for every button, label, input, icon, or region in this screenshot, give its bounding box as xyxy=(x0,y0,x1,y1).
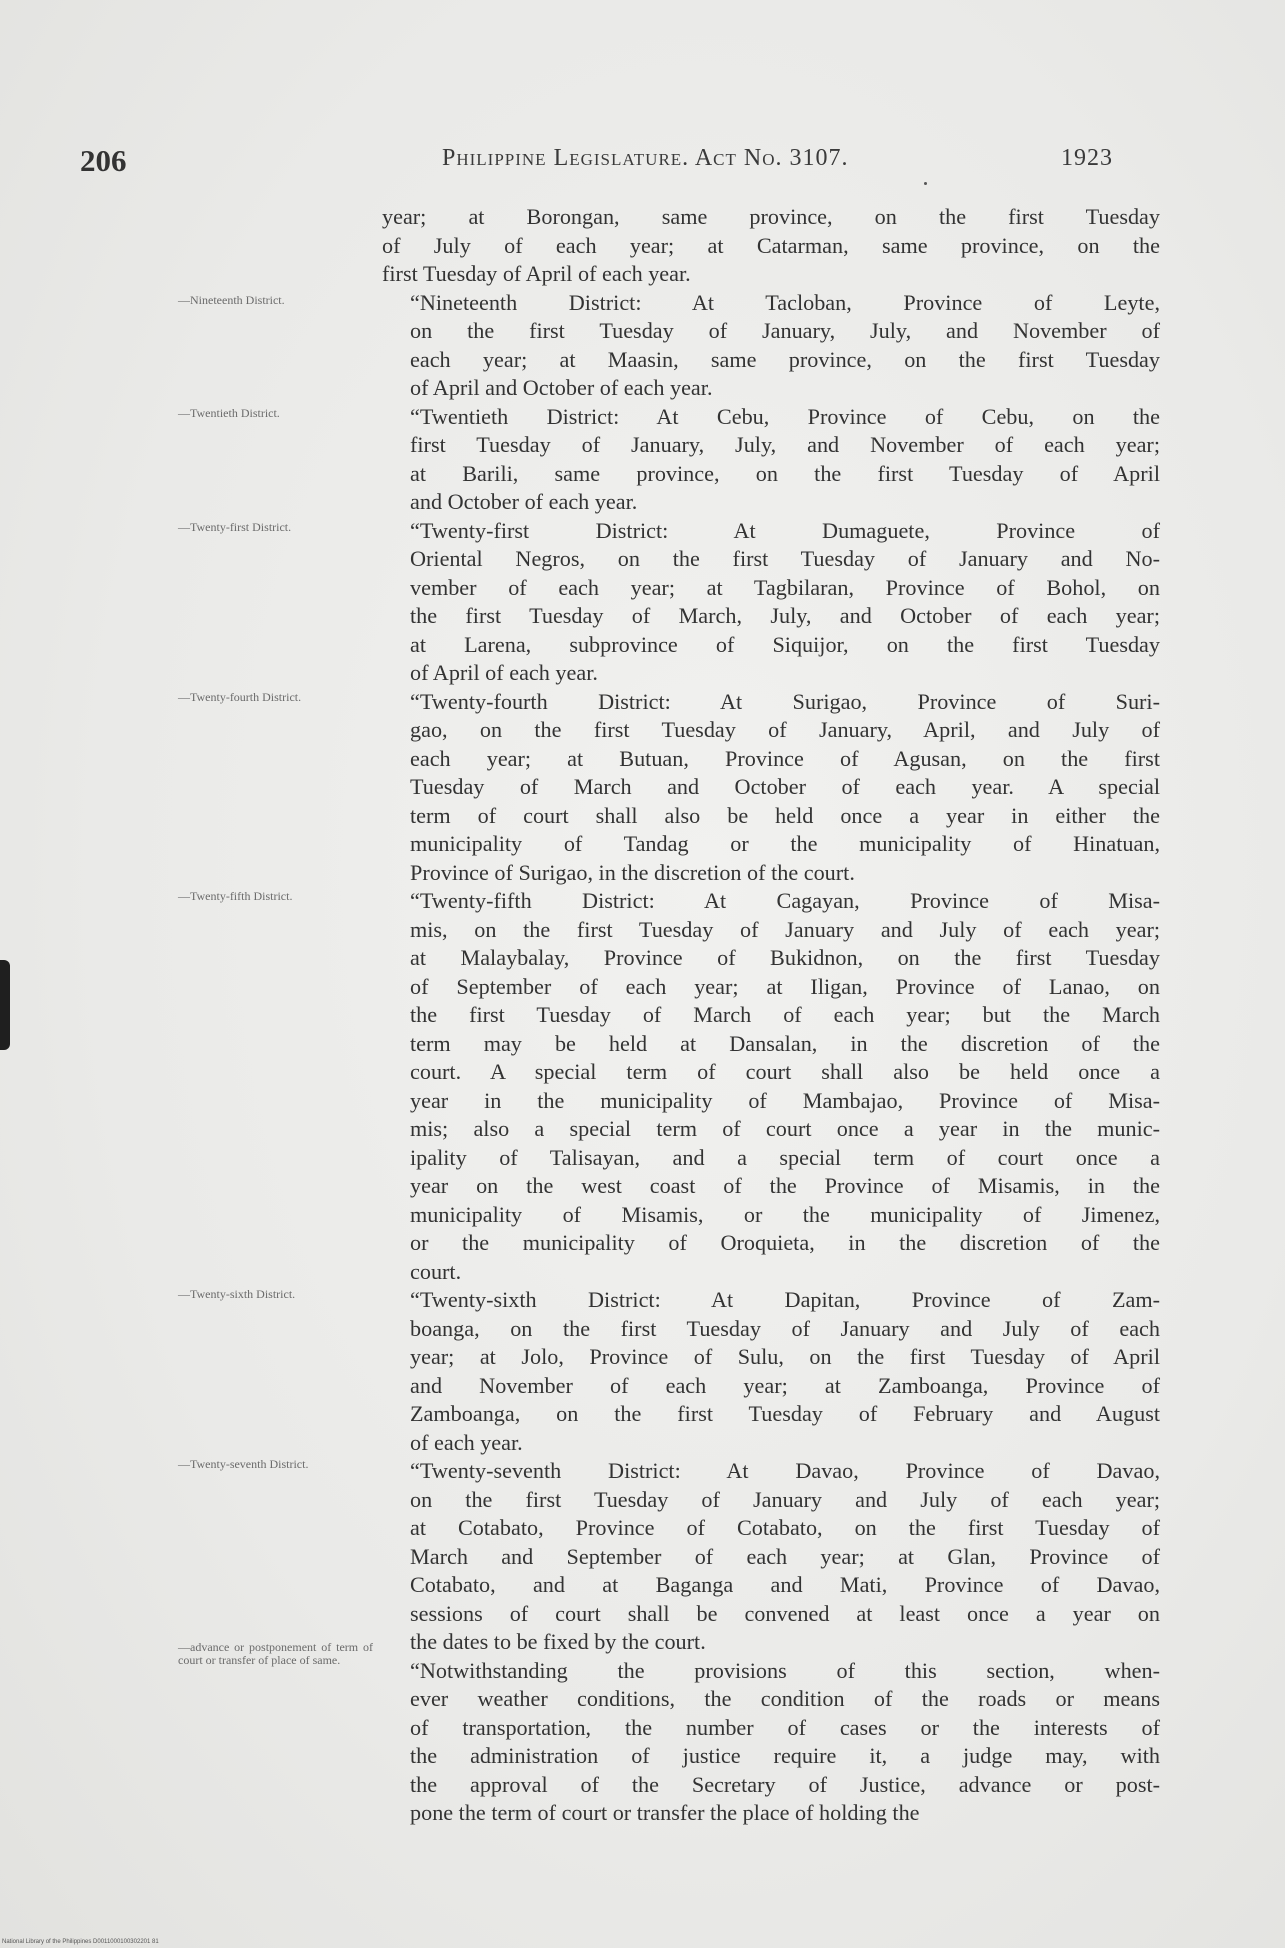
paragraph-twenty-sixth-district xyxy=(382,1286,1160,1457)
text-line: of September of each year; at Iligan, Province of Lanao, on xyxy=(410,973,1160,999)
text-line: pone the term of court or transfer the place of holding the xyxy=(410,1800,920,1825)
margin-note-twenty-fifth: —Twenty-fifth District. xyxy=(178,889,293,903)
text-line: first Tuesday of April of each year. xyxy=(382,261,691,286)
text-line: “Notwithstanding the provisions of this section, when- xyxy=(410,1657,1160,1683)
text-line: Cotabato, and at Baganga and Mati, Province of Davao, xyxy=(410,1572,1160,1597)
text-line: year in the municipality of Mambajao, Province of Misa- xyxy=(410,1087,1160,1113)
text-line: on the first Tuesday of January, July, and November of xyxy=(410,318,1160,343)
text-line: court. A special term of court shall also be held once a xyxy=(410,1059,1160,1084)
page-number: 206 xyxy=(80,143,127,178)
margin-note-nineteenth: —Nineteenth District. xyxy=(178,293,285,307)
text-line: at Cotabato, Province of Cotabato, on the first Tuesday of xyxy=(410,1515,1160,1540)
text-line: term of court shall also be held once a year in either the xyxy=(410,802,1160,828)
text-line: municipality of Misamis, or the municipality of Jimenez, xyxy=(410,1201,1160,1227)
text-line: sessions of court shall be convened at least once a year on xyxy=(410,1600,1160,1626)
text-line: ever weather conditions, the condition of the roads or means xyxy=(410,1686,1160,1711)
text-line: “Twenty-sixth District: At Dapitan, Province of Zam- xyxy=(410,1287,1160,1312)
margin-note-twenty-first: —Twenty-first District. xyxy=(178,520,292,534)
text-line: vember of each year; at Tagbilaran, Province of Bohol, on xyxy=(410,574,1160,600)
paragraph-twenty-seventh-district xyxy=(382,1457,1160,1657)
text-line: of April and October of each year. xyxy=(410,375,713,400)
margin-note-twenty-sixth: —Twenty-sixth District. xyxy=(178,1287,296,1301)
margin-note-advance-postponement: —advance or postponement of term of court or transfer of place of same. xyxy=(178,1640,373,1667)
text-line: the first Tuesday of March of each year; but the March xyxy=(410,1002,1160,1027)
text-line: “Twenty-fifth District: At Cagayan, Province of Misa- xyxy=(410,888,1160,913)
text-line: of each year. xyxy=(410,1429,523,1455)
text-line: “Twentieth District: At Cebu, Province of Cebu, on the xyxy=(410,403,1160,429)
text-line: the administration of justice require it, a judge may, with xyxy=(410,1743,1160,1768)
text-line: Zamboanga, on the first Tuesday of February and August xyxy=(410,1401,1160,1426)
running-year: 1923 xyxy=(1061,145,1113,171)
text-line: court. xyxy=(410,1258,462,1284)
paragraph-nineteenth-district xyxy=(382,289,1160,403)
running-title: Philippine Legislature. Act No. 3107. xyxy=(442,145,849,171)
text-line: at Barili, same province, on the first Tuesday of April xyxy=(410,460,1160,486)
text-line: “Nineteenth District: At Tacloban, Province of Leyte, xyxy=(410,289,1160,315)
text-line: each year; at Butuan, Province of Agusan, on the first xyxy=(410,745,1160,771)
margin-note-twenty-seventh: —Twenty-seventh District. xyxy=(178,1457,309,1471)
running-head xyxy=(80,143,1113,183)
text-line: mis; also a special term of court once a year in the munic- xyxy=(410,1116,1160,1141)
text-line: Province of Surigao, in the discretion of the court. xyxy=(410,859,855,885)
binding-shadow xyxy=(0,960,10,1050)
text-line: Tuesday of March and October of each year. A special xyxy=(410,774,1160,799)
text-line: March and September of each year; at Glan, Province of xyxy=(410,1543,1160,1569)
text-line: year; at Borongan, same province, on the first Tuesday xyxy=(382,204,1160,229)
text-line: “Twenty-fourth District: At Surigao, Province of Suri- xyxy=(410,688,1160,714)
text-line: of July of each year; at Catarman, same province, on the xyxy=(382,232,1160,258)
paragraph-notwithstanding xyxy=(382,1657,1160,1828)
text-line: of April of each year. xyxy=(410,660,598,685)
text-line: boanga, on the first Tuesday of January and July of each xyxy=(410,1315,1160,1341)
text-line: the first Tuesday of March, July, and October of each year; xyxy=(410,603,1160,628)
margin-note-twentieth: —Twentieth District. xyxy=(178,406,280,420)
text-line: year; at Jolo, Province of Sulu, on the first Tuesday of April xyxy=(410,1344,1160,1369)
paragraph-twenty-fourth-district xyxy=(382,688,1160,888)
text-line: and November of each year; at Zamboanga, Province of xyxy=(410,1372,1160,1398)
paragraph-continuation xyxy=(382,203,1160,289)
text-line: of transportation, the number of cases or the interests of xyxy=(410,1714,1160,1740)
text-line: term may be held at Dansalan, in the discretion of the xyxy=(410,1030,1160,1056)
text-line: the dates to be fixed by the court. xyxy=(410,1629,706,1654)
text-line: mis, on the first Tuesday of January and July of each year; xyxy=(410,916,1160,942)
text-line: municipality of Tandag or the municipality of Hinatuan, xyxy=(410,831,1160,856)
text-line: first Tuesday of January, July, and November of each year; xyxy=(410,432,1160,457)
margin-note-twenty-fourth: —Twenty-fourth District. xyxy=(178,690,302,704)
body-text xyxy=(382,203,1160,1828)
text-line: “Twenty-seventh District: At Davao, Province of Davao, xyxy=(410,1458,1160,1483)
scan-credit: National Library of the Philippines D0011000100302201 81 xyxy=(2,1939,159,1945)
text-line: at Larena, subprovince of Siquijor, on the first Tuesday xyxy=(410,631,1160,657)
text-line: on the first Tuesday of January and July of each year; xyxy=(410,1486,1160,1512)
text-line: year on the west coast of the Province of Misamis, in the xyxy=(410,1173,1160,1198)
text-line: each year; at Maasin, same province, on the first Tuesday xyxy=(410,346,1160,372)
paragraph-twentieth-district xyxy=(382,403,1160,517)
text-line: “Twenty-first District: At Dumaguete, Province of xyxy=(410,517,1160,543)
text-line: Oriental Negros, on the first Tuesday of January and No- xyxy=(410,546,1160,571)
text-line: and October of each year. xyxy=(410,489,638,514)
text-line: ipality of Talisayan, and a special term of court once a xyxy=(410,1144,1160,1170)
text-line: at Malaybalay, Province of Bukidnon, on the first Tuesday xyxy=(410,945,1160,970)
paragraph-twenty-fifth-district xyxy=(382,887,1160,1286)
paragraph-twenty-first-district xyxy=(382,517,1160,688)
text-line: the approval of the Secretary of Justice, advance or post- xyxy=(410,1771,1160,1797)
text-line: or the municipality of Oroquieta, in the discretion of the xyxy=(410,1230,1160,1255)
text-line: gao, on the first Tuesday of January, April, and July of xyxy=(410,717,1160,742)
